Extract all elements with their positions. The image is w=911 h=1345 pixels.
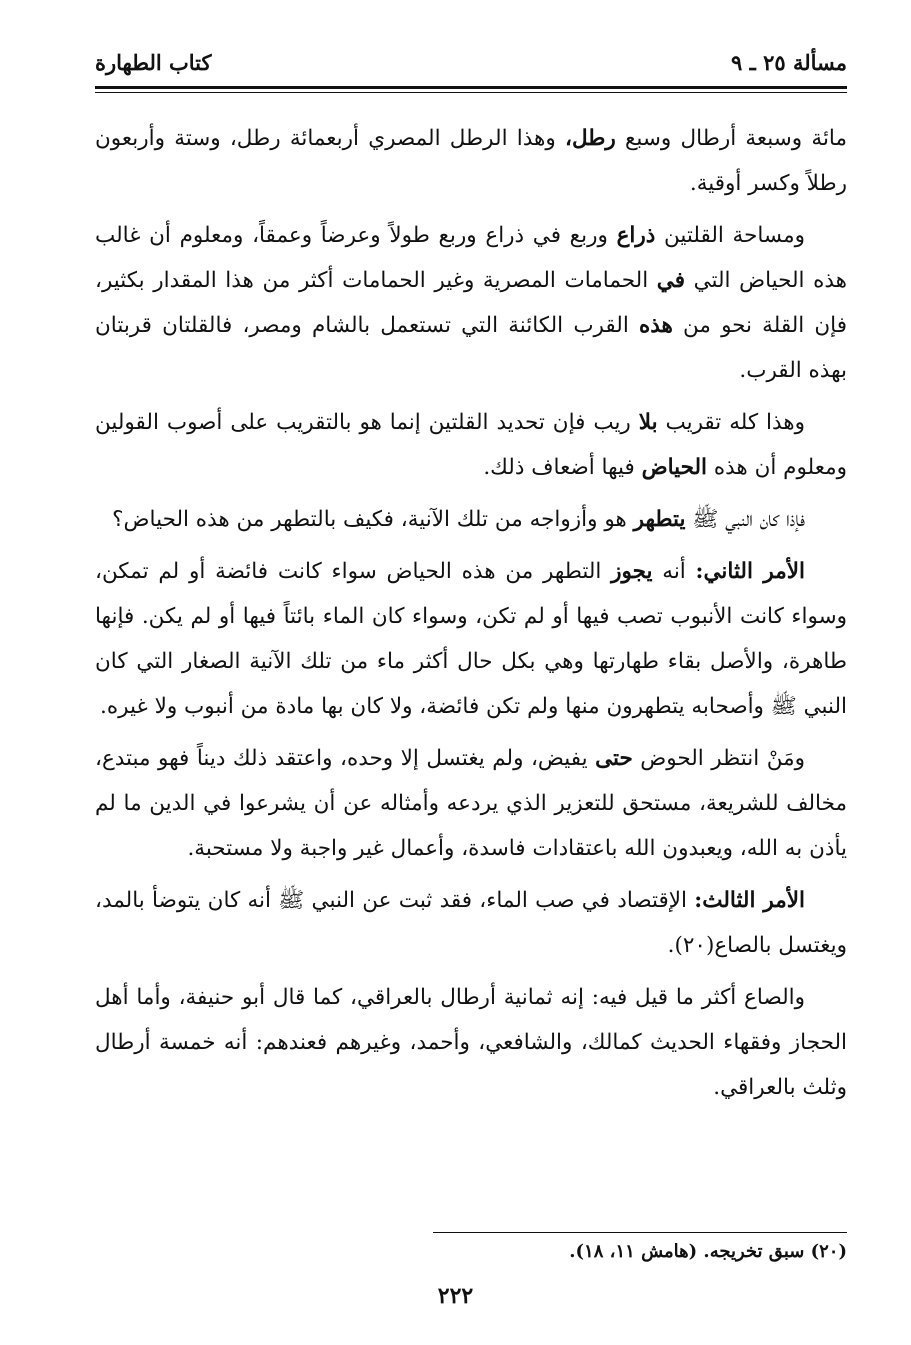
paragraph (95, 736, 847, 871)
bold-phrase: بلا (638, 410, 658, 435)
page-number: ٢٢٢ (437, 1283, 474, 1309)
page-header (95, 44, 847, 92)
text-run: يفيض، ولم يغتسل إلا وحده، واعتقد ذلك ديناً فهو مبتدع، مخالف للشريعة، مستحق للتعزير الذي يردعه وأمثاله عن أن يشرعوا في الدين ما لم يأذن به الله، ويعبدون الله باعتقادات فاسدة، وأعمال غير واجبة ولا مستحبة. (95, 746, 847, 861)
text-run: هو وأزواجه من تلك الآنية، فكيف بالتطهر من هذه الحياض؟ (112, 507, 634, 532)
issue-number: مسألة ٢٥ ـ ٩ (731, 50, 847, 75)
text-run: الحمامات المصرية وغير الحمامات أكثر من هذا المقدار بكثير، فإن القلة نحو من (95, 268, 848, 338)
book-title: كتاب الطهارة (95, 50, 212, 75)
footnote-separator (433, 1232, 847, 1233)
paragraph (95, 497, 847, 542)
bold-phrase: الأمر الثاني: (695, 559, 805, 584)
text-run: التطهر من هذه الحياض سواء كانت فائضة أو لم تمكن، وسواء كانت الأنبوب تصب فيها أو لم تكن، وسواء كان الماء بائتاً فيها أو لم يكن. فإنها طاهرة، والأصل بقاء طهارتها وهي بكل حال أكثر ماء من تلك الآنية الصغار التي كان النبي ﷺ وأصحابه يتطهرون منها ولم تكن فائضة، ولا كان بها مادة من أنبوب ولا غيره. (95, 559, 847, 719)
header-rule-thick (95, 86, 847, 89)
paragraph (95, 878, 847, 968)
text-run: ومساحة القلتين (655, 223, 805, 248)
bold-phrase: الأمر الثالث: (694, 888, 806, 913)
bold-phrase: ذراع (616, 223, 656, 248)
header-rule-thin (95, 92, 847, 93)
text-run: مائة وسبعة أرطال وسبع (615, 126, 847, 151)
bold-phrase: في (656, 268, 685, 293)
text-run: ومَنْ انتظر الحوض (632, 746, 805, 771)
bold-phrase: يجوز (611, 559, 653, 584)
bold-phrase: يتطهر (633, 507, 686, 532)
text-run: وهذا كله تقريب (657, 410, 805, 435)
paragraph (95, 975, 847, 1110)
footnote: (٢٠) سبق تخريجه. (هامش ١١، ١٨). (569, 1241, 847, 1262)
text-run: وربع في ذراع وربع طولاً وعرضاً وعمقاً، ومعلوم أن غالب هذه الحياض التي (95, 223, 848, 293)
bold-phrase: حتى (595, 746, 633, 771)
paragraph (95, 213, 847, 393)
paragraph (95, 400, 847, 490)
text-run: أنه (652, 559, 696, 584)
bold-phrase: الحياض (641, 455, 708, 480)
text-run: القرب الكائنة التي تستعمل بالشام ومصر، فالقلتان قربتان بهذه القرب. (95, 313, 847, 383)
bold-phrase: رطل، (565, 126, 616, 151)
text-run: والصاع أكثر ما قيل فيه: إنه ثمانية أرطال بالعراقي، كما قال أبو حنيفة، وأما أهل الحجاز وفقهاء الحديث كمالك، والشافعي، وأحمد، وغيرهم فعندهم: أنه خمسة أرطال وثلث بالعراقي. (95, 985, 847, 1100)
text-run: الإقتصاد في صب الماء، فقد ثبت عن النبي ﷺ أنه كان يتوضأ بالمد، ويغتسل بالصاع(٢٠). (95, 888, 847, 958)
text-run: فإذا كان النبي ﷺ (685, 507, 805, 532)
paragraph (95, 116, 847, 206)
text-run: فيها أضعاف ذلك. (483, 455, 642, 480)
text-run: وهذا الرطل المصري أربعمائة رطل، وستة وأربعون رطلاً وكسر أوقية. (95, 126, 847, 196)
paragraph (95, 549, 847, 729)
bold-phrase: هذه (638, 313, 673, 338)
text-run: ريب فإن تحديد القلتين إنما هو بالتقريب على أصوب القولين ومعلوم أن هذه (95, 410, 847, 480)
main-text (95, 116, 847, 1117)
